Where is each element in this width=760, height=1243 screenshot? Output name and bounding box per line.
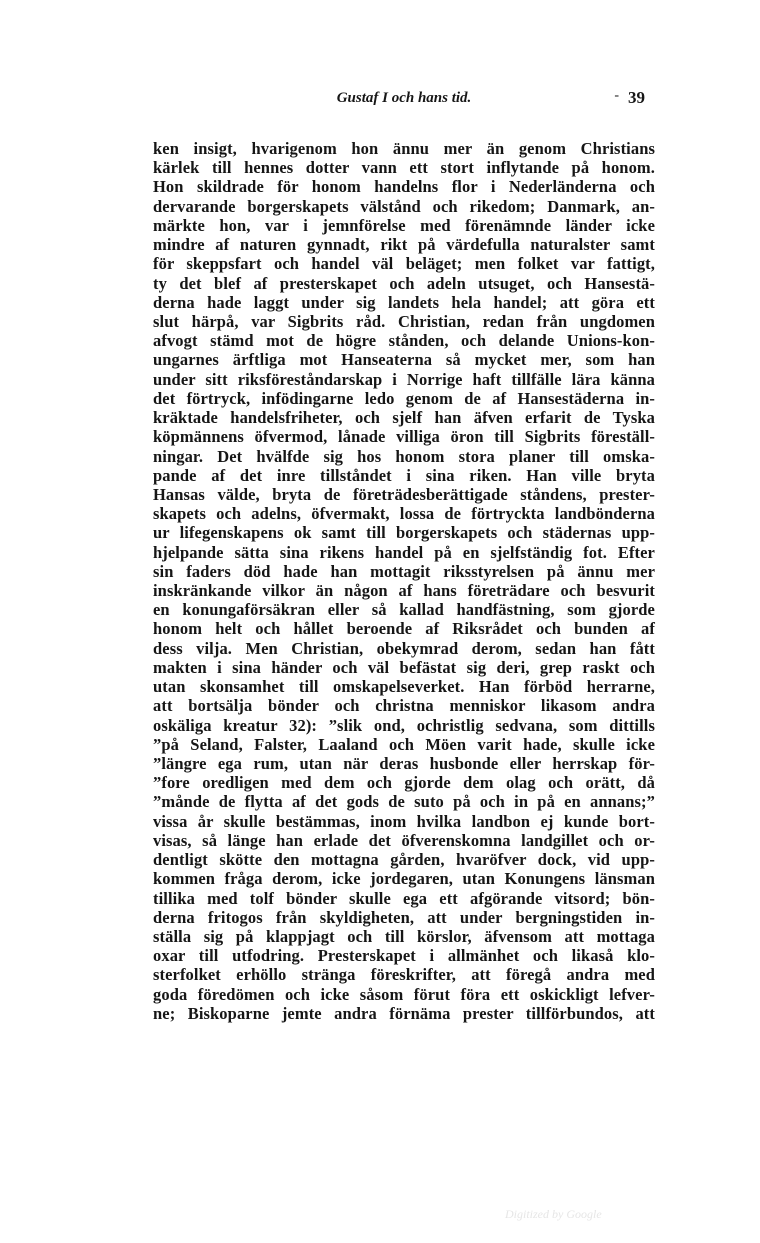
text-line-content: inskränkande vilkor än någon af hans företrädare och besvurit — [153, 581, 655, 601]
text-line-content: vissa år skulle bestämmas, inom hvilka landbon ej kunde bort- — [153, 811, 655, 831]
text-line — [153, 985, 655, 1004]
text-line — [153, 850, 655, 869]
text-line — [153, 331, 655, 350]
text-line-content: dentligt skötte den mottagna gården, hvaröfver dock, vid upp- — [153, 850, 655, 870]
text-line-content: hjelpande sätta sina rikens handel på en sjelfständig fot. Efter — [153, 542, 655, 562]
text-line-content: ”längre ega rum, utan när deras husbonde eller herrskap för- — [153, 754, 655, 773]
text-line-content: pande af det inre tillståndet i sina riken. Han ville bryta — [153, 465, 655, 485]
text-line-content: sterfolket erhöllo stränga föreskrifter, att föregå andra med — [153, 965, 655, 985]
text-line-content: kräktade handelsfriheter, och sjelf han äfven erfarit de Tyska — [153, 408, 655, 428]
text-line — [153, 274, 655, 293]
text-line — [153, 908, 655, 927]
text-line — [153, 350, 655, 369]
text-line-content: Hansas välde, bryta de företrädesberättigade ståndens, prester- — [153, 484, 655, 504]
text-line-content: köpmännens öfvermod, lånade villiga öron till Sigbrits föreställ- — [153, 427, 655, 447]
text-line-content: honom helt och hållet beroende af Riksrådet och bunden af — [153, 619, 655, 639]
running-title: Gustaf I och hans tid. — [336, 90, 472, 106]
text-line-content: oskäliga kreatur 32): ”slik ond, ochristlig sedvana, som dittills — [153, 715, 655, 735]
text-line — [153, 158, 655, 177]
text-line — [153, 639, 655, 658]
text-line — [153, 581, 655, 600]
text-line — [153, 812, 655, 831]
text-line — [153, 619, 655, 638]
text-line-content: ne; Biskoparne jemte andra förnäma prester tillförbundos, att — [153, 1003, 655, 1023]
text-line-content: ”månde de flytta af det gods de suto på och in på en annans;” — [153, 792, 655, 812]
text-line — [153, 677, 655, 696]
text-line — [153, 177, 655, 196]
text-line — [153, 389, 655, 408]
text-line — [153, 504, 655, 523]
text-line — [153, 216, 655, 235]
text-line — [153, 658, 655, 677]
text-line-content: tillika med tolf bönder skulle ega ett afgörande vitsord; bön- — [153, 888, 655, 908]
text-line — [153, 466, 655, 485]
text-line-content: ungarnes ärftliga mot Hanseaterna så mycket mer, som han — [153, 350, 655, 370]
text-line-content: ty det blef af presterskapet och adeln utsuget, och Hansestä- — [153, 273, 655, 293]
text-line — [153, 831, 655, 850]
text-line-content: afvogt stämd mot de högre stånden, och delande Unions-kon- — [153, 331, 655, 351]
text-line — [153, 889, 655, 908]
header-dash: - — [614, 88, 619, 103]
text-line-content: derna fritogos från skyldigheten, att under bergningstiden in- — [153, 907, 655, 927]
text-line — [153, 754, 655, 773]
text-line — [153, 792, 655, 811]
text-line — [153, 946, 655, 965]
text-line-content: Hon skildrade för honom handelns flor i Nederländerna och — [153, 177, 655, 197]
text-line — [153, 447, 655, 466]
text-line-content: goda föredömen och icke såsom förut föra ett oskickligt lefver- — [153, 984, 655, 1004]
text-line-content: visas, så länge han erlade det öfverenskomna landgillet och or- — [153, 830, 655, 850]
text-line-content: ”fore oredligen med dem och gjorde dem olag och orätt, då — [153, 773, 655, 793]
text-line — [153, 773, 655, 792]
text-line — [153, 235, 655, 254]
text-line — [153, 562, 655, 581]
text-line-content: kommen fråga derom, icke jordegaren, utan Konungens länsman — [153, 869, 655, 889]
text-line — [153, 408, 655, 427]
text-line-content: makten i sina händer och väl befästat sig deri, grep raskt och — [153, 657, 655, 677]
page-header — [153, 88, 655, 112]
text-line-content: dess vilja. Men Christian, obekymrad derom, sedan han fått — [153, 638, 655, 658]
text-line — [153, 197, 655, 216]
text-line — [153, 370, 655, 389]
text-line-content: ställa sig på klappjagt och till körslor, äfvensom att mottaga — [153, 926, 655, 946]
text-line — [153, 293, 655, 312]
text-line-content: derna hade laggt under sig landets hela handel; att göra ett — [153, 292, 655, 312]
text-line-content: dervarande borgerskapets välstånd och rikedom; Danmark, an- — [153, 196, 655, 216]
text-line — [153, 869, 655, 888]
text-line-content: skapets och adelns, öfvermakt, lossa de förtryckta landbönderna — [153, 504, 655, 524]
text-line-content: mindre af naturen gynnadt, rikt på värdefulla naturalster samt — [153, 235, 655, 255]
text-line — [153, 696, 655, 715]
text-line-content: ken insigt, hvarigenom hon ännu mer än genom Christians — [153, 139, 655, 158]
text-line — [153, 139, 655, 158]
text-line-content: under sitt riksföreståndarskap i Norrige haft tillfälle lära känna — [153, 369, 655, 389]
text-line-content: utan skonsamhet till omskapelseverket. Han förböd herrarne, — [153, 677, 655, 697]
text-line-content: det förtryck, infödingarne ledo genom de af Hansestäderna in- — [153, 388, 655, 408]
text-line-content: oxar till utfodring. Presterskapet i allmänhet och likaså klo- — [153, 946, 655, 966]
watermark: Digitized by Google — [505, 1207, 602, 1221]
text-line — [153, 254, 655, 273]
text-line — [153, 523, 655, 542]
text-line — [153, 1004, 655, 1023]
text-line-content: kärlek till hennes dotter vann ett stort inflytande på honom. — [153, 158, 655, 178]
page-number: 39 — [628, 88, 645, 107]
text-line-content: att bortsälja bönder och christna menniskor likasom andra — [153, 696, 655, 716]
text-line — [153, 965, 655, 984]
text-line-content: ”på Seland, Falster, Laaland och Möen varit hade, skulle icke — [153, 734, 655, 754]
text-line-content: en konungaförsäkran eller så kallad handfästning, som gjorde — [153, 600, 655, 620]
text-line — [153, 485, 655, 504]
text-line-content: för skeppsfart och handel väl beläget; men folket var fattigt, — [153, 254, 655, 274]
text-line-content: slut härpå, var Sigbrits råd. Christian, redan från ungdomen — [153, 311, 655, 331]
text-line-content: märkte hon, var i jemnförelse med förenämnde länder icke — [153, 215, 655, 235]
text-line — [153, 716, 655, 735]
text-line-content: ur lifegenskapens ok samt till borgerskapets och städernas upp- — [153, 523, 655, 543]
text-line — [153, 735, 655, 754]
text-line — [153, 312, 655, 331]
text-line — [153, 927, 655, 946]
text-line — [153, 600, 655, 619]
text-line — [153, 427, 655, 446]
text-line-content: sin faders död hade han mottagit riksstyrelsen på ännu mer — [153, 561, 655, 581]
text-line — [153, 543, 655, 562]
body-text — [153, 139, 655, 1023]
text-line-content: ningar. Det hvälfde sig hos honom stora planer till omska- — [153, 446, 655, 466]
